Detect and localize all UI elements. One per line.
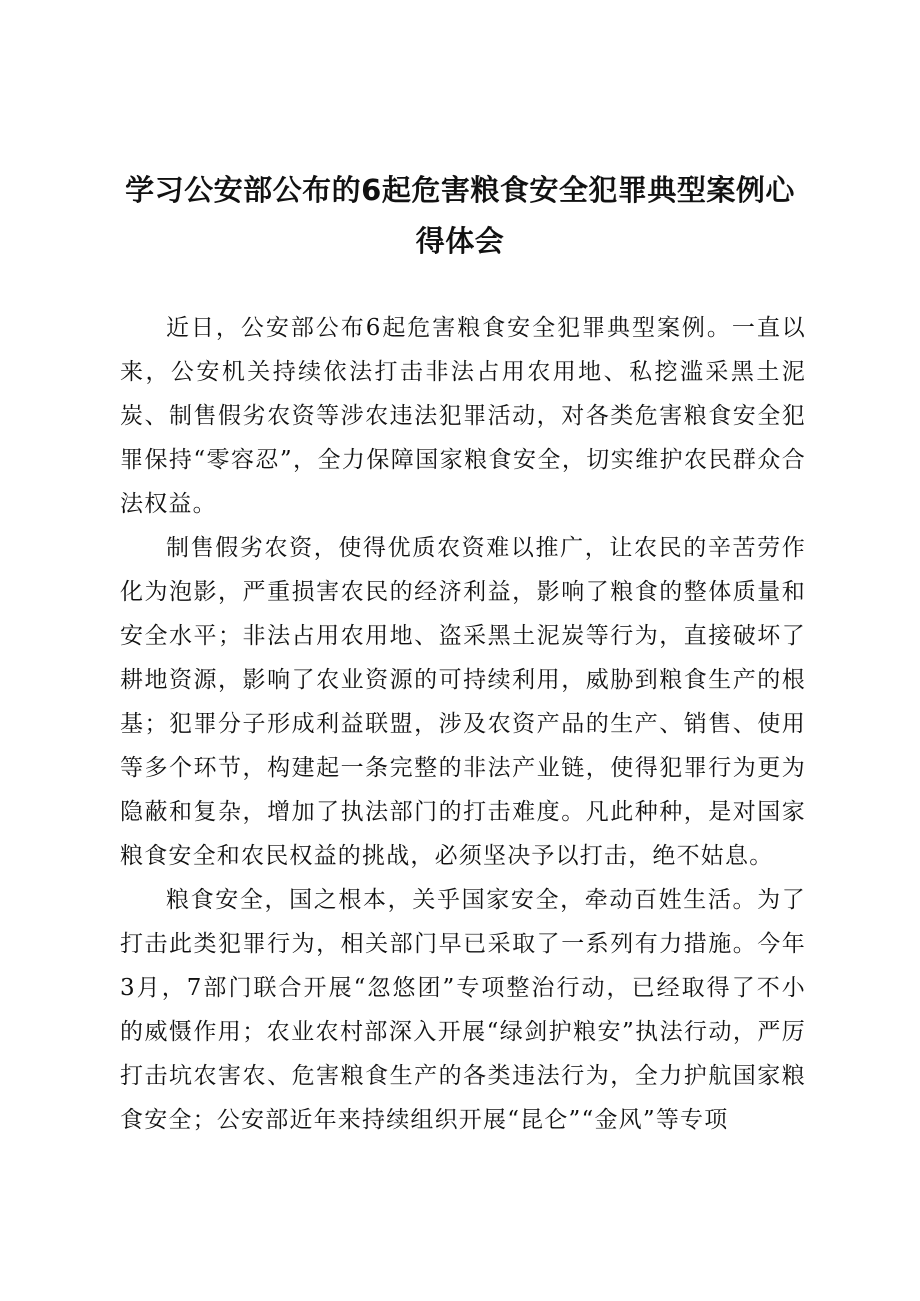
document-body bbox=[120, 306, 806, 1142]
paragraph-3: 粮食安全，国之根本，关乎国家安全，牵动百姓生活。为了打击此类犯罪行为，相关部门早已采取了一系列有力措施。今年3月，7部门联合开展“忽悠团”专项整治行动，已经取得了不小的威慑作用；农业农村部深入开展“绿剑护粮安”执法行动，严厉打击坑农害农、危害粮食生产的各类违法行为，全力护航国家粮食安全；公安部近年来持续组织开展“昆仑”“金风”等专项 bbox=[120, 887, 806, 1133]
paragraph-2: 制售假劣农资，使得优质农资难以推广，让农民的辛苦劳作化为泡影，严重损害农民的经济利益，影响了粮食的整体质量和安全水平；非法占用农用地、盗采黑土泥炭等行为，直接破坏了耕地资源，影响了农业资源的可持续利用，威胁到粮食生产的根基；犯罪分子形成利益联盟，涉及农资产品的生产、销售、使用等多个环节，构建起一条完整的非法产业链，使得犯罪行为更为隐蔽和复杂，增加了执法部门的打击难度。凡此种种，是对国家粮食安全和农民权益的挑战，必须坚决予以打击，绝不姑息。 bbox=[120, 535, 806, 869]
paragraph-1: 近日，公安部公布6起危害粮食安全犯罪典型案例。一直以来，公安机关持续依法打击非法占用农用地、私挖滥采黑土泥炭、制售假劣农资等涉农违法犯罪活动，对各类危害粮食安全犯罪保持“零容忍”，全力保障国家粮食安全，切实维护农民群众合法权益。 bbox=[120, 315, 806, 517]
document-title: 学习公安部公布的6起危害粮食安全犯罪典型案例心得体会 bbox=[125, 173, 795, 258]
